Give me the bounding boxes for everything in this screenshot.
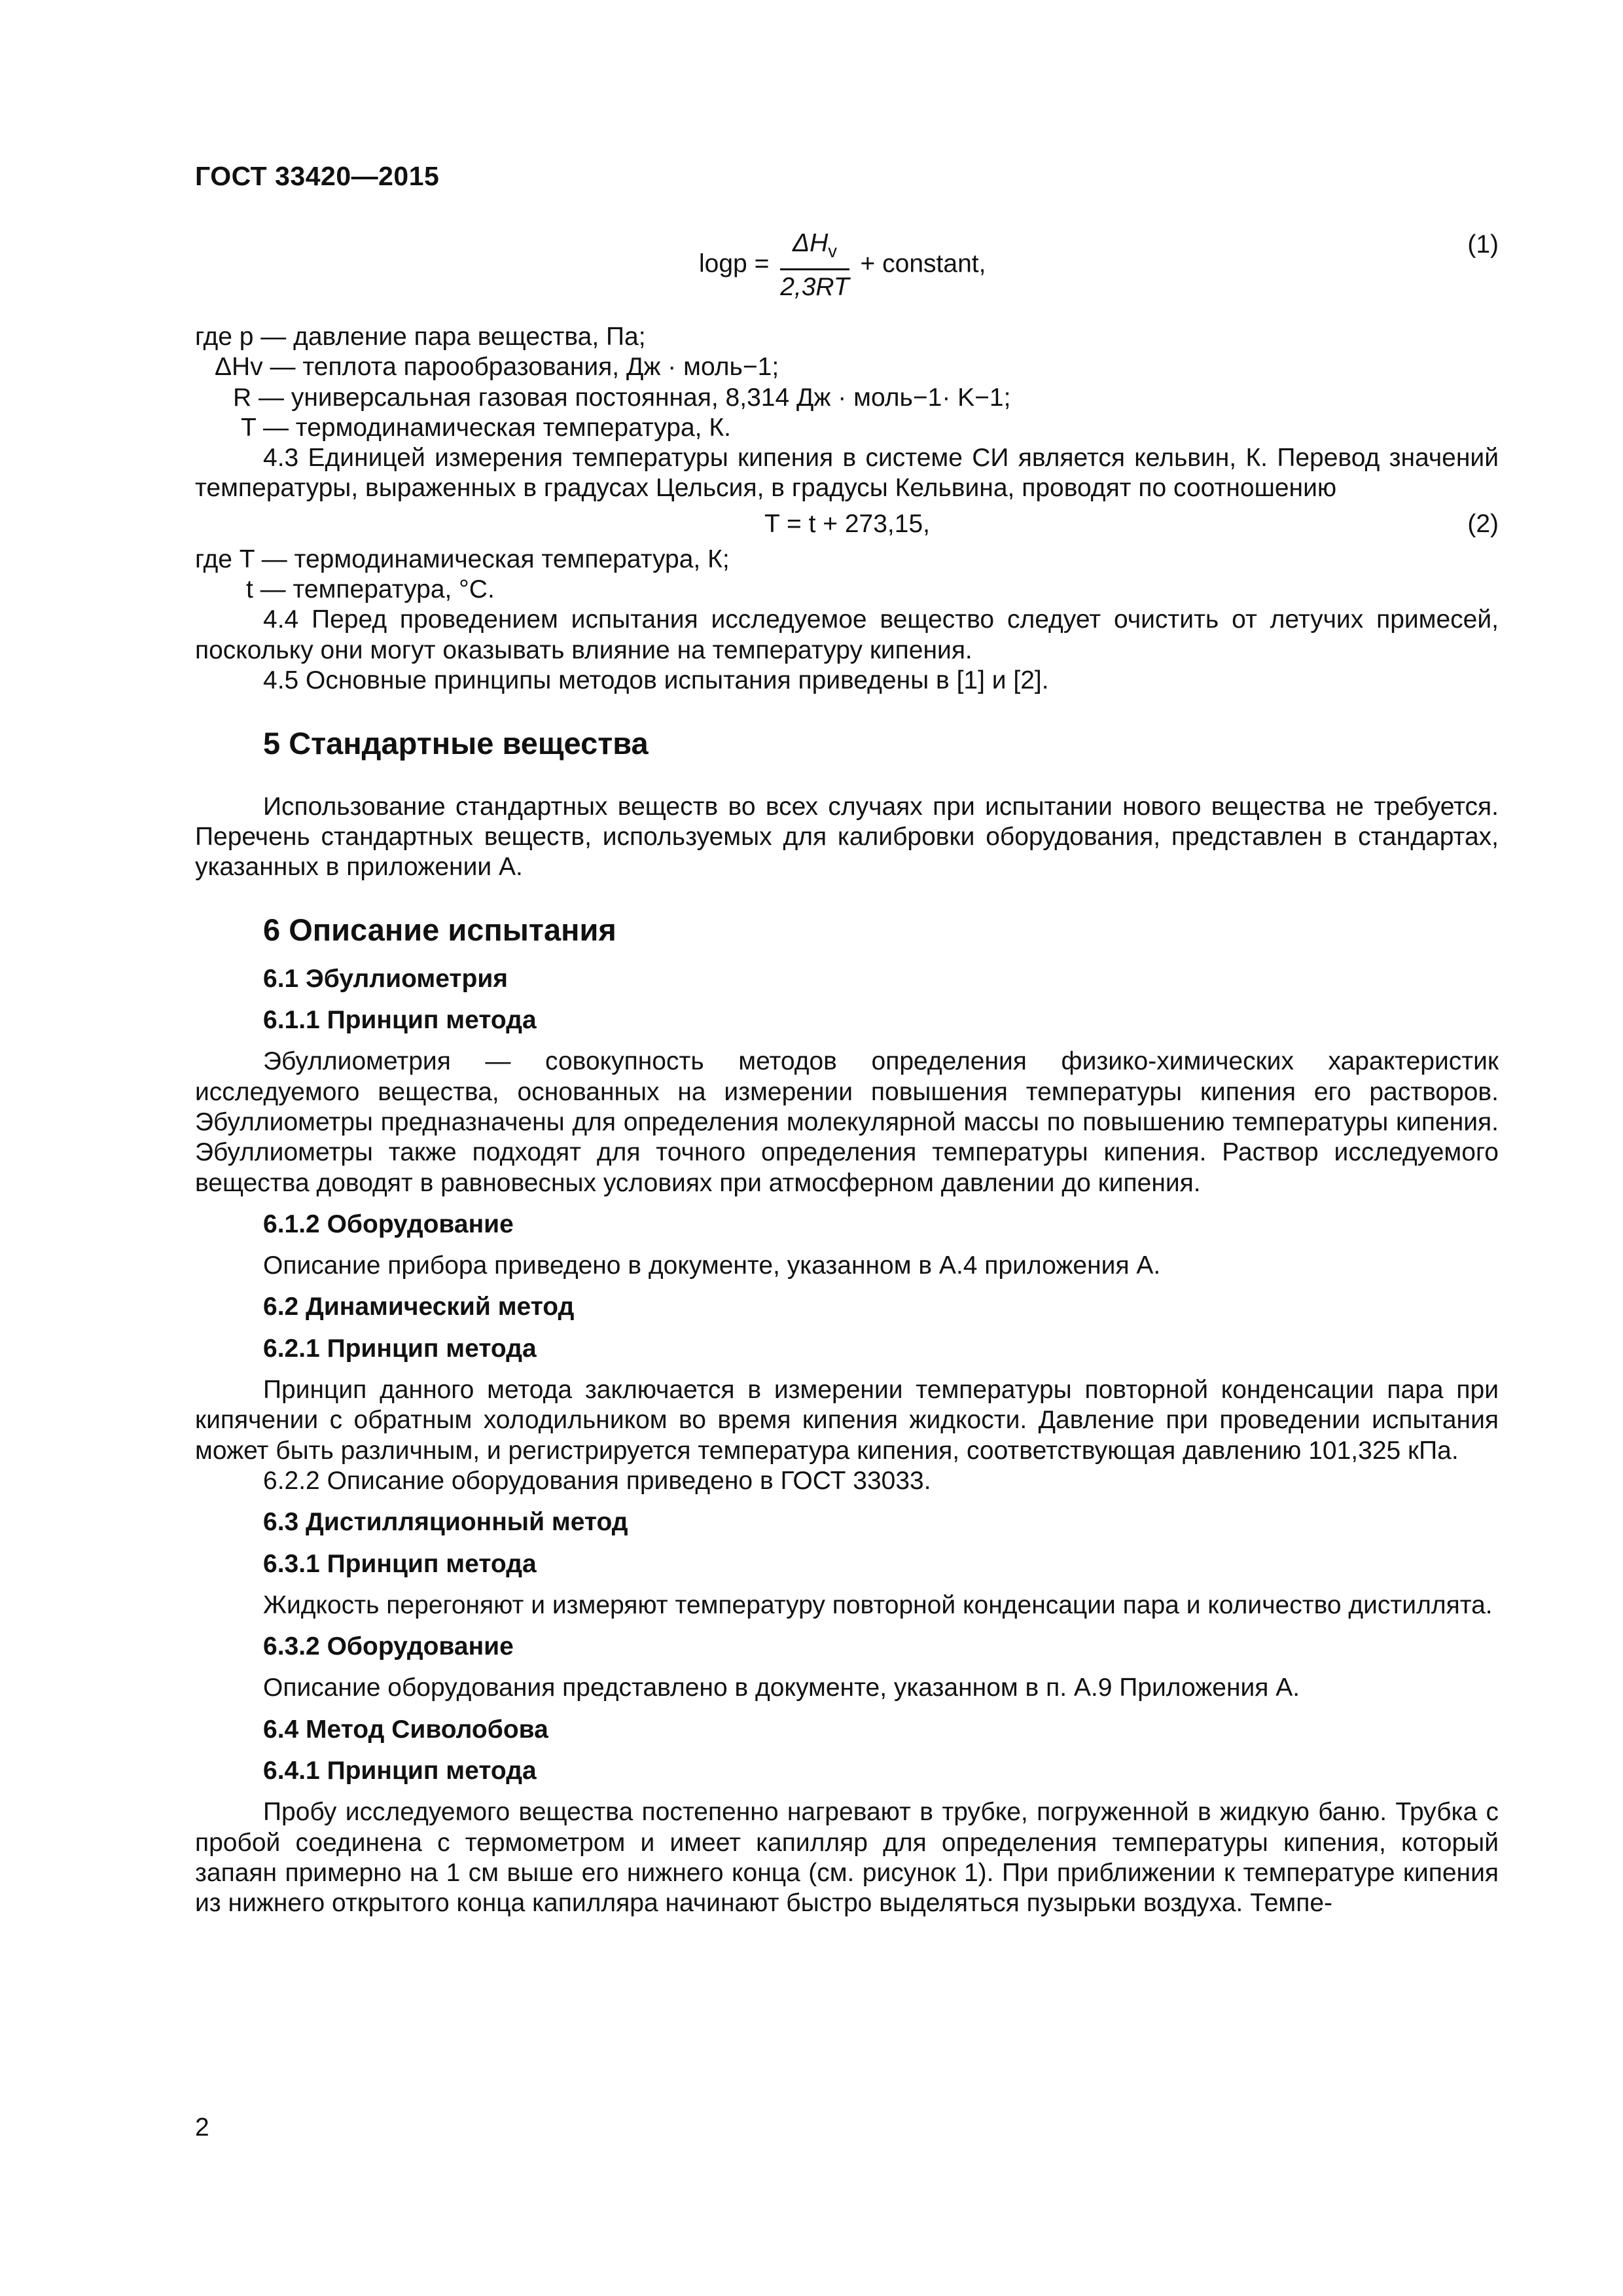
equation-1-numerator bbox=[780, 226, 849, 270]
text-6-3-2: Описание оборудования представлено в документе, указанном в п. А.9 Приложения А. bbox=[263, 1674, 1300, 1702]
section-6-title: 6 Описание испытания bbox=[263, 912, 616, 948]
text-6-1-2: Описание прибора приведено в документе, указанном в А.4 приложения А. bbox=[263, 1251, 1161, 1280]
heading-6-1: 6.1 Эбуллиометрия bbox=[263, 964, 508, 993]
heading-6-3-2: 6.3.2 Оборудование bbox=[263, 1632, 514, 1661]
paragraph-4-3: 4.3 Единицей измерения температуры кипения в системе СИ является кельвин, К. Перевод значений температуры, выраженных в градусах Цельсия, в градусы Кельвина, проводят по соотношению bbox=[195, 444, 1499, 503]
denominator-symbol: 2,3RT bbox=[780, 272, 849, 301]
paragraph-4-4: 4.4 Перед проведением испытания исследуемое вещество следует очистить от летучих примесей, поскольку они могут оказывать влияние на температуру кипения. bbox=[195, 605, 1499, 664]
where-line-t: T — термодинамическая температура, К. bbox=[241, 413, 731, 442]
heading-6-3-1: 6.3.1 Принцип метода bbox=[263, 1549, 537, 1578]
section-5-text: Использование стандартных веществ во всех случаях при испытании нового вещества не требуется. Перечень стандартных веществ, используемых для калибровки оборудования, представлен в стандартах, указанных в приложении А. bbox=[195, 792, 1499, 882]
heading-6-1-2: 6.1.2 Оборудование bbox=[263, 1210, 514, 1238]
heading-6-4: 6.4 Метод Сиволобова bbox=[263, 1715, 548, 1744]
paragraph-4-5: 4.5 Основные принципы методов испытания приведены в [1] и [2]. bbox=[263, 666, 1049, 694]
equation-1-rhs: + constant, bbox=[860, 249, 986, 278]
equation-2-row bbox=[195, 504, 1499, 545]
body-text bbox=[195, 322, 1499, 1918]
text-6-1-1: Эбуллиометрия — совокупность методов определения физико-химических характеристик исследуемого вещества, основанных на измерении повышения температуры кипения его растворов. Эбуллиометры предназначены для определения молекулярной массы по повышению температуры кипения. Эбуллиометры также подходят для точного определения температуры кипения. Раствор исследуемого вещества доводят в равновесных условиях при атмосферном давлении до кипения. bbox=[195, 1047, 1499, 1197]
heading-6-2-1: 6.2.1 Принцип метода bbox=[263, 1334, 537, 1363]
heading-6-1-1: 6.1.1 Принцип метода bbox=[263, 1006, 537, 1035]
heading-6-4-1: 6.4.1 Принцип метода bbox=[263, 1756, 537, 1785]
equation-1 bbox=[699, 226, 986, 304]
text-6-2-2: 6.2.2 Описание оборудования приведено в ГОСТ 33033. bbox=[263, 1466, 931, 1495]
page-number: 2 bbox=[195, 2113, 209, 2142]
equation-1-lhs: logp = bbox=[699, 249, 770, 278]
text-6-4-1: Пробу исследуемого вещества постепенно нагревают в трубке, погруженной в жидкую баню. Трубка с пробой соединена с термометром и имеет капилляр для определения температуры кипения, который запаян примерно на 1 см выше его нижнего конца (см. рисунок 1). При приближении к температуре кипения из нижнего открытого конца капилляра начинают быстро выделяться пузырьки воздуха. Темпе- bbox=[195, 1798, 1499, 1918]
where-line-p: где p — давление пара вещества, Па; bbox=[195, 323, 646, 351]
section-5-title: 5 Стандартные вещества bbox=[263, 726, 649, 761]
equation-1-fraction bbox=[780, 226, 849, 304]
heading-6-2: 6.2 Динамический метод bbox=[263, 1293, 575, 1321]
text-6-3-1: Жидкость перегоняют и измеряют температуру повторной конденсации пара и количество дистиллята. bbox=[263, 1590, 1493, 1619]
where2-line-t: где T — термодинамическая температура, К; bbox=[195, 545, 730, 573]
where2-line-tc: t — температура, °С. bbox=[246, 575, 495, 604]
where-line-r: R — универсальная газовая постоянная, 8,314 Дж · моль−1· K−1; bbox=[233, 383, 1011, 412]
equation-2: T = t + 273,15, bbox=[764, 509, 930, 538]
numerator-subscript: v bbox=[828, 240, 837, 261]
equation-2-number: (2) bbox=[1467, 509, 1499, 538]
document-header: ГОСТ 33420—2015 bbox=[195, 161, 440, 191]
where-line-dhv: ΔHv — теплота парообразования, Дж · моль−1; bbox=[215, 353, 779, 382]
equation-1-number: (1) bbox=[1467, 230, 1499, 259]
equation-1-denominator bbox=[780, 270, 849, 304]
heading-6-3: 6.3 Дистилляционный метод bbox=[263, 1508, 628, 1537]
numerator-symbol: ΔH bbox=[792, 229, 829, 257]
text-6-2-1: Принцип данного метода заключается в измерении температуры повторной конденсации пара при кипячении с обратным холодильником во время кипения жидкости. Давление при проведении испытания может быть различным, и регистрируется температура кипения, соответствующая давлению 101,325 кПа. bbox=[195, 1376, 1499, 1465]
